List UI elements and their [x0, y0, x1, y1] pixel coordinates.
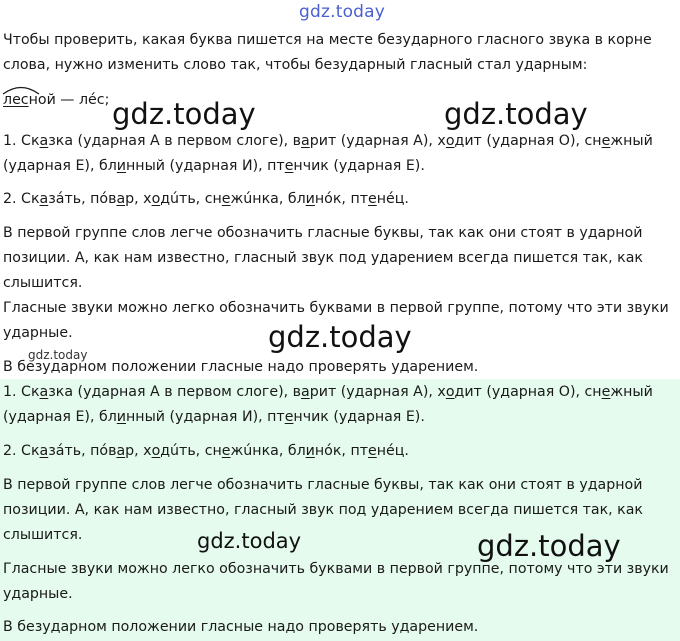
intro-line-1: Чтобы проверить, какая буква пишется на месте безударного гласного звука в корне [3, 32, 652, 48]
watermark: gdz.today [444, 97, 588, 131]
t: нóк, пт [314, 443, 368, 459]
para2-line2-repeat: ударные. [3, 586, 73, 602]
vowel: а [39, 133, 49, 149]
para2-line2: ударные. [3, 325, 73, 341]
t: 2. Ск [3, 191, 40, 207]
example-rest: ной — лéс; [28, 92, 110, 108]
vowel: а [39, 191, 49, 207]
t: нéц. [376, 443, 409, 459]
vowel: а [301, 133, 310, 149]
t: нный (ударная И), пт [126, 158, 285, 174]
para2-line1: Гласные звуки можно легко обозначить буквами в первой группе, потому что эти звуки [3, 300, 669, 316]
vowel: о [151, 191, 161, 207]
t: жúнка, бл [230, 443, 306, 459]
t: жный [610, 133, 653, 149]
t: (ударная Е), бл [3, 158, 117, 174]
para1-line2-repeat: позиции. А, как нам известно, гласный звук под ударением всегда пишется так, как [3, 502, 643, 518]
t: дит (ударная О), сн [454, 133, 602, 149]
vowel: о [151, 443, 161, 459]
example-root: лес [3, 92, 29, 108]
para3-line: В безударном положении гласные надо проверять ударением. [3, 359, 479, 375]
t: р, х [125, 191, 152, 207]
watermark: gdz.today [28, 348, 88, 362]
watermark: gdz.today [268, 320, 412, 354]
t: р, х [125, 443, 152, 459]
vowel: и [305, 443, 315, 459]
watermark: gdz.today [477, 529, 621, 563]
t: зáть, пóв [48, 443, 117, 459]
t: нный (ударная И), пт [126, 409, 285, 425]
vowel: е [601, 133, 611, 149]
t: жный [610, 384, 653, 400]
item2-line [3, 189, 674, 210]
item1-line2-repeat [3, 407, 674, 428]
para1-line1-repeat: В первой группе слов легче обозначить гласные буквы, так как они стоят в ударной [3, 477, 643, 493]
t: жúнка, бл [230, 191, 306, 207]
t: дúть, сн [160, 191, 222, 207]
vowel: е [221, 191, 231, 207]
t: рит (ударная А), х [309, 133, 446, 149]
vowel: о [445, 133, 455, 149]
t: зка (ударная А в первом слоге), в [48, 133, 302, 149]
para3-line-repeat: В безударном положении гласные надо проверять ударением. [3, 619, 479, 635]
t: нчик (ударная Е). [293, 158, 425, 174]
para1-line1: В первой группе слов легче обозначить гласные буквы, так как они стоят в ударной [3, 225, 643, 241]
vowel: е [284, 409, 294, 425]
t: нчик (ударная Е). [293, 409, 425, 425]
para2-line1-repeat: Гласные звуки можно легко обозначить буквами в первой группе, потому что эти звуки [3, 561, 669, 577]
item1-line1 [3, 131, 674, 152]
vowel: е [221, 443, 231, 459]
vowel: и [116, 409, 127, 425]
t: 1. Ск [3, 133, 40, 149]
vowel: и [116, 158, 127, 174]
item2-line-repeat [3, 441, 674, 462]
t: зáть, пóв [48, 191, 117, 207]
t: дúть, сн [160, 443, 222, 459]
vowel: е [368, 191, 377, 207]
vowel: е [601, 384, 611, 400]
vowel: е [284, 158, 294, 174]
t: нéц. [376, 191, 409, 207]
item1-line2 [3, 156, 674, 177]
t: (ударная Е), бл [3, 409, 117, 425]
para1-line2: позиции. А, как нам известно, гласный звук под ударением всегда пишется так, как [3, 250, 643, 266]
para1-line3: слышится. [3, 275, 83, 291]
intro-line-2: слова, нужно изменить слово так, чтобы безударный гласный стал ударным: [3, 57, 588, 73]
vowel: а [116, 443, 126, 459]
t: рит (ударная А), х [309, 384, 446, 400]
t: 1. Ск [3, 384, 40, 400]
para1-line3-repeat: слышится. [3, 527, 83, 543]
vowel: о [445, 384, 455, 400]
vowel: а [116, 191, 126, 207]
t: 2. Ск [3, 443, 40, 459]
vowel: и [305, 191, 315, 207]
t: дит (ударная О), сн [454, 384, 602, 400]
vowel: а [39, 384, 49, 400]
vowel: а [39, 443, 49, 459]
t: зка (ударная А в первом слоге), в [48, 384, 302, 400]
watermark: gdz.today [197, 529, 302, 553]
vowel: е [368, 443, 377, 459]
site-watermark-header: gdz.today [299, 2, 386, 22]
watermark: gdz.today [112, 97, 256, 131]
item1-line1-repeat [3, 382, 674, 403]
t: нóк, пт [314, 191, 368, 207]
vowel: а [301, 384, 310, 400]
